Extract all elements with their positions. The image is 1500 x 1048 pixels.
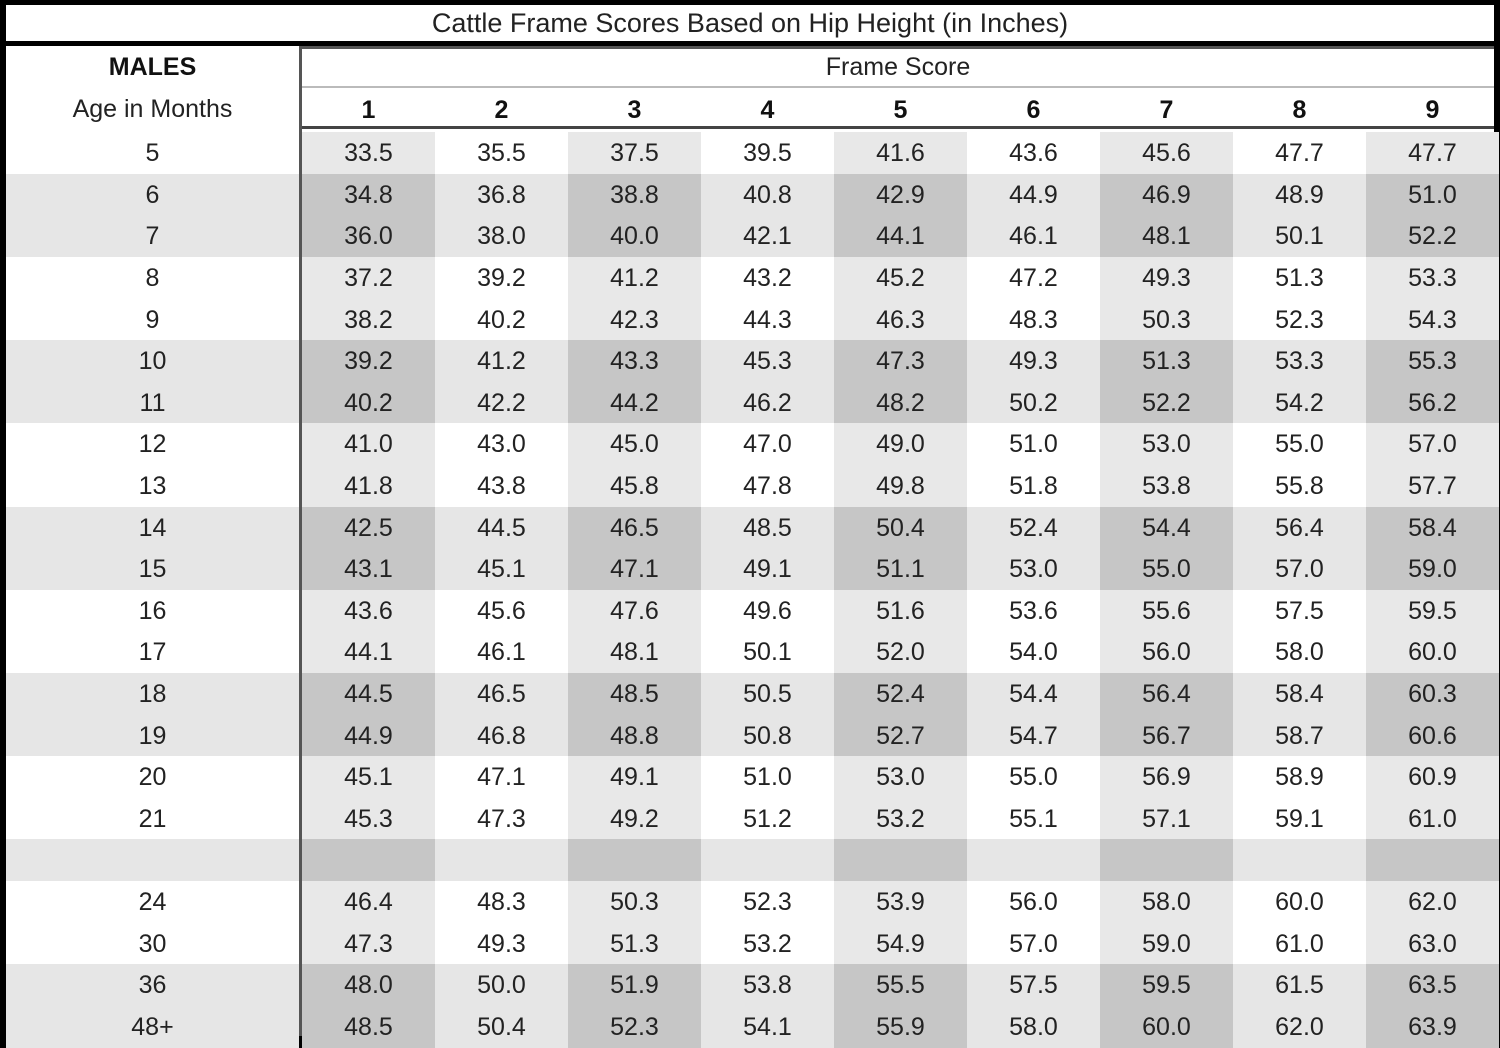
value-cell: 48.5 [302, 1006, 435, 1048]
value-cell: 63.9 [1366, 1006, 1499, 1048]
value-cell: 57.0 [1233, 548, 1366, 590]
value-cell: 42.2 [435, 382, 568, 424]
value-cell: 51.2 [701, 798, 834, 840]
value-cell: 44.1 [834, 215, 967, 257]
value-cell: 40.8 [701, 174, 834, 216]
frame-score-top-rule [302, 46, 1494, 49]
age-cell: 24 [6, 881, 299, 923]
value-cell: 49.8 [834, 465, 967, 507]
value-cell: 49.3 [1100, 257, 1233, 299]
value-cell: 40.2 [302, 382, 435, 424]
value-cell: 50.8 [701, 715, 834, 757]
value-cell: 49.3 [967, 340, 1100, 382]
age-cell: 14 [6, 507, 299, 549]
value-cell: 52.3 [568, 1006, 701, 1048]
value-cell: 56.2 [1366, 382, 1499, 424]
value-cell: 49.3 [435, 923, 568, 965]
value-cell [435, 839, 568, 881]
value-cell: 42.5 [302, 507, 435, 549]
value-cell: 54.0 [967, 631, 1100, 673]
value-cell: 48.9 [1233, 174, 1366, 216]
value-cell [568, 839, 701, 881]
frame-score-label: Frame Score [825, 53, 971, 81]
value-cell: 44.1 [302, 631, 435, 673]
value-cell: 61.5 [1233, 964, 1366, 1006]
age-in-months-label: Age in Months [72, 94, 233, 123]
value-cell: 44.5 [435, 507, 568, 549]
value-cell: 55.6 [1100, 590, 1233, 632]
value-cell: 47.0 [701, 423, 834, 465]
males-label: MALES [108, 53, 197, 81]
value-cell: 54.3 [1366, 299, 1499, 341]
value-cell: 38.2 [302, 299, 435, 341]
value-cell: 45.2 [834, 257, 967, 299]
value-cell: 48.3 [435, 881, 568, 923]
score-header-3: 3 [627, 95, 642, 124]
age-cell: 10 [6, 340, 299, 382]
value-cell: 41.6 [834, 132, 967, 174]
value-cell: 55.1 [967, 798, 1100, 840]
value-cell: 41.0 [302, 423, 435, 465]
value-cell: 58.0 [1233, 631, 1366, 673]
value-cell: 43.6 [302, 590, 435, 632]
value-cell: 42.3 [568, 299, 701, 341]
score-header-1: 1 [361, 95, 376, 124]
value-cell: 58.4 [1366, 507, 1499, 549]
value-cell: 46.9 [1100, 174, 1233, 216]
value-cell: 52.4 [834, 673, 967, 715]
age-cell: 20 [6, 756, 299, 798]
value-cell: 55.5 [834, 964, 967, 1006]
value-cell: 38.8 [568, 174, 701, 216]
age-cell: 15 [6, 548, 299, 590]
value-cell: 51.0 [701, 756, 834, 798]
value-cell: 39.2 [435, 257, 568, 299]
value-cell: 51.3 [568, 923, 701, 965]
value-cell: 47.1 [435, 756, 568, 798]
value-cell: 46.5 [568, 507, 701, 549]
value-cell: 50.2 [967, 382, 1100, 424]
value-cell: 62.0 [1366, 881, 1499, 923]
value-cell: 57.0 [1366, 423, 1499, 465]
score-header-6: 6 [1026, 95, 1041, 124]
age-cell [6, 839, 299, 881]
value-cell: 50.3 [1100, 299, 1233, 341]
value-cell: 49.0 [834, 423, 967, 465]
value-cell: 53.2 [834, 798, 967, 840]
value-cell: 55.8 [1233, 465, 1366, 507]
frame-score-sub-rule [302, 86, 1494, 88]
value-cell: 51.3 [1100, 340, 1233, 382]
value-cell: 47.7 [1366, 132, 1499, 174]
value-cell [1233, 839, 1366, 881]
value-cell: 50.5 [701, 673, 834, 715]
age-column-divider [299, 46, 302, 1036]
score-header-8: 8 [1292, 95, 1307, 124]
value-cell [967, 839, 1100, 881]
value-cell: 60.3 [1366, 673, 1499, 715]
value-cell: 57.5 [967, 964, 1100, 1006]
value-cell: 48.5 [701, 507, 834, 549]
value-cell: 58.7 [1233, 715, 1366, 757]
value-cell: 46.1 [435, 631, 568, 673]
value-cell: 48.1 [568, 631, 701, 673]
value-cell: 54.4 [1100, 507, 1233, 549]
value-cell: 62.0 [1233, 1006, 1366, 1048]
value-cell: 47.3 [302, 923, 435, 965]
age-cell: 17 [6, 631, 299, 673]
value-cell: 53.0 [1100, 423, 1233, 465]
score-header-rule [302, 126, 1494, 129]
value-cell: 56.0 [967, 881, 1100, 923]
value-cell: 44.9 [967, 174, 1100, 216]
age-cell: 18 [6, 673, 299, 715]
value-cell: 56.4 [1100, 673, 1233, 715]
value-cell: 53.0 [834, 756, 967, 798]
value-cell: 59.0 [1366, 548, 1499, 590]
value-cell: 53.3 [1233, 340, 1366, 382]
value-cell: 52.3 [1233, 299, 1366, 341]
age-cell: 30 [6, 923, 299, 965]
value-cell: 59.0 [1100, 923, 1233, 965]
value-cell: 58.0 [1100, 881, 1233, 923]
value-cell: 38.0 [435, 215, 568, 257]
age-cell: 36 [6, 964, 299, 1006]
value-cell: 47.6 [568, 590, 701, 632]
value-cell: 45.3 [701, 340, 834, 382]
value-cell: 53.3 [1366, 257, 1499, 299]
value-cell: 51.0 [1366, 174, 1499, 216]
value-cell: 63.0 [1366, 923, 1499, 965]
value-cell: 60.0 [1233, 881, 1366, 923]
value-cell: 50.1 [701, 631, 834, 673]
value-cell: 50.4 [834, 507, 967, 549]
value-cell: 49.6 [701, 590, 834, 632]
value-cell: 56.9 [1100, 756, 1233, 798]
value-cell: 42.9 [834, 174, 967, 216]
value-cell: 51.6 [834, 590, 967, 632]
value-cell: 44.3 [701, 299, 834, 341]
age-cell: 11 [6, 382, 299, 424]
value-cell: 53.8 [701, 964, 834, 1006]
value-cell: 51.0 [967, 423, 1100, 465]
value-cell: 54.2 [1233, 382, 1366, 424]
value-cell: 55.9 [834, 1006, 967, 1048]
value-cell: 39.2 [302, 340, 435, 382]
value-cell: 47.3 [435, 798, 568, 840]
age-cell: 48+ [6, 1006, 299, 1048]
value-cell: 35.5 [435, 132, 568, 174]
value-cell: 54.1 [701, 1006, 834, 1048]
value-cell: 49.1 [701, 548, 834, 590]
value-cell: 36.8 [435, 174, 568, 216]
value-cell: 58.0 [967, 1006, 1100, 1048]
age-cell: 9 [6, 299, 299, 341]
value-cell: 43.6 [967, 132, 1100, 174]
value-cell: 40.0 [568, 215, 701, 257]
age-cell: 6 [6, 174, 299, 216]
value-cell: 58.9 [1233, 756, 1366, 798]
value-cell: 51.3 [1233, 257, 1366, 299]
value-cell: 55.0 [1233, 423, 1366, 465]
value-cell: 51.1 [834, 548, 967, 590]
value-cell: 37.5 [568, 132, 701, 174]
age-cell: 16 [6, 590, 299, 632]
value-cell: 46.4 [302, 881, 435, 923]
value-cell: 49.2 [568, 798, 701, 840]
value-cell: 50.1 [1233, 215, 1366, 257]
value-cell: 46.3 [834, 299, 967, 341]
value-cell: 45.1 [302, 756, 435, 798]
value-cell: 48.5 [568, 673, 701, 715]
value-cell: 53.0 [967, 548, 1100, 590]
value-cell [1366, 839, 1499, 881]
age-cell: 5 [6, 132, 299, 174]
value-cell: 56.7 [1100, 715, 1233, 757]
value-cell: 52.0 [834, 631, 967, 673]
score-header-2: 2 [494, 95, 509, 124]
value-cell: 54.4 [967, 673, 1100, 715]
value-cell: 59.5 [1366, 590, 1499, 632]
value-cell: 58.4 [1233, 673, 1366, 715]
value-cell: 47.3 [834, 340, 967, 382]
value-cell: 57.7 [1366, 465, 1499, 507]
table-grid [6, 46, 1494, 1041]
value-cell: 52.4 [967, 507, 1100, 549]
value-cell: 52.3 [701, 881, 834, 923]
value-cell: 41.2 [568, 257, 701, 299]
value-cell: 55.3 [1366, 340, 1499, 382]
value-cell: 50.3 [568, 881, 701, 923]
value-cell: 60.0 [1100, 1006, 1233, 1048]
value-cell: 57.5 [1233, 590, 1366, 632]
value-cell [1100, 839, 1233, 881]
value-cell: 63.5 [1366, 964, 1499, 1006]
score-header-5: 5 [893, 95, 908, 124]
value-cell [302, 839, 435, 881]
value-cell: 51.8 [967, 465, 1100, 507]
value-cell: 55.0 [1100, 548, 1233, 590]
value-cell: 46.1 [967, 215, 1100, 257]
value-cell: 55.0 [967, 756, 1100, 798]
frame-score-table [6, 5, 1494, 1041]
value-cell: 46.8 [435, 715, 568, 757]
value-cell: 46.2 [701, 382, 834, 424]
value-cell: 60.6 [1366, 715, 1499, 757]
value-cell: 48.1 [1100, 215, 1233, 257]
value-cell: 48.8 [568, 715, 701, 757]
value-cell: 45.3 [302, 798, 435, 840]
value-cell: 43.3 [568, 340, 701, 382]
value-cell: 40.2 [435, 299, 568, 341]
value-cell: 48.3 [967, 299, 1100, 341]
score-header-4: 4 [760, 95, 775, 124]
value-cell: 41.2 [435, 340, 568, 382]
value-cell: 47.7 [1233, 132, 1366, 174]
value-cell: 42.1 [701, 215, 834, 257]
value-cell: 33.5 [302, 132, 435, 174]
value-cell: 43.2 [701, 257, 834, 299]
value-cell: 47.8 [701, 465, 834, 507]
age-cell: 8 [6, 257, 299, 299]
age-cell: 12 [6, 423, 299, 465]
value-cell [701, 839, 834, 881]
value-cell: 50.4 [435, 1006, 568, 1048]
value-cell: 60.9 [1366, 756, 1499, 798]
value-cell: 52.7 [834, 715, 967, 757]
value-cell: 45.6 [1100, 132, 1233, 174]
value-cell: 44.5 [302, 673, 435, 715]
value-cell: 45.1 [435, 548, 568, 590]
value-cell: 37.2 [302, 257, 435, 299]
value-cell: 51.9 [568, 964, 701, 1006]
value-cell: 44.9 [302, 715, 435, 757]
value-cell: 57.0 [967, 923, 1100, 965]
value-cell: 60.0 [1366, 631, 1499, 673]
value-cell: 47.2 [967, 257, 1100, 299]
value-cell: 46.5 [435, 673, 568, 715]
value-cell: 53.9 [834, 881, 967, 923]
value-cell: 53.6 [967, 590, 1100, 632]
value-cell: 52.2 [1366, 215, 1499, 257]
value-cell: 57.1 [1100, 798, 1233, 840]
value-cell: 53.8 [1100, 465, 1233, 507]
value-cell: 61.0 [1366, 798, 1499, 840]
value-cell: 34.8 [302, 174, 435, 216]
value-cell: 61.0 [1233, 923, 1366, 965]
age-cell: 13 [6, 465, 299, 507]
value-cell: 56.0 [1100, 631, 1233, 673]
value-cell: 43.8 [435, 465, 568, 507]
value-cell: 45.0 [568, 423, 701, 465]
value-cell: 56.4 [1233, 507, 1366, 549]
age-cell: 7 [6, 215, 299, 257]
value-cell: 59.1 [1233, 798, 1366, 840]
value-cell: 45.8 [568, 465, 701, 507]
age-cell: 19 [6, 715, 299, 757]
value-cell [834, 839, 967, 881]
value-cell: 53.2 [701, 923, 834, 965]
score-header-7: 7 [1159, 95, 1174, 124]
value-cell: 52.2 [1100, 382, 1233, 424]
value-cell: 47.1 [568, 548, 701, 590]
value-cell: 54.7 [967, 715, 1100, 757]
value-cell: 41.8 [302, 465, 435, 507]
value-cell: 48.0 [302, 964, 435, 1006]
age-cell: 21 [6, 798, 299, 840]
table-title: Cattle Frame Scores Based on Hip Height (in Inches) [431, 8, 1069, 38]
value-cell: 43.0 [435, 423, 568, 465]
value-cell: 43.1 [302, 548, 435, 590]
value-cell: 39.5 [701, 132, 834, 174]
value-cell: 45.6 [435, 590, 568, 632]
value-cell: 48.2 [834, 382, 967, 424]
score-header-9: 9 [1425, 95, 1440, 124]
value-cell: 36.0 [302, 215, 435, 257]
value-cell: 49.1 [568, 756, 701, 798]
value-cell: 59.5 [1100, 964, 1233, 1006]
value-cell: 44.2 [568, 382, 701, 424]
value-cell: 50.0 [435, 964, 568, 1006]
value-cell: 54.9 [834, 923, 967, 965]
